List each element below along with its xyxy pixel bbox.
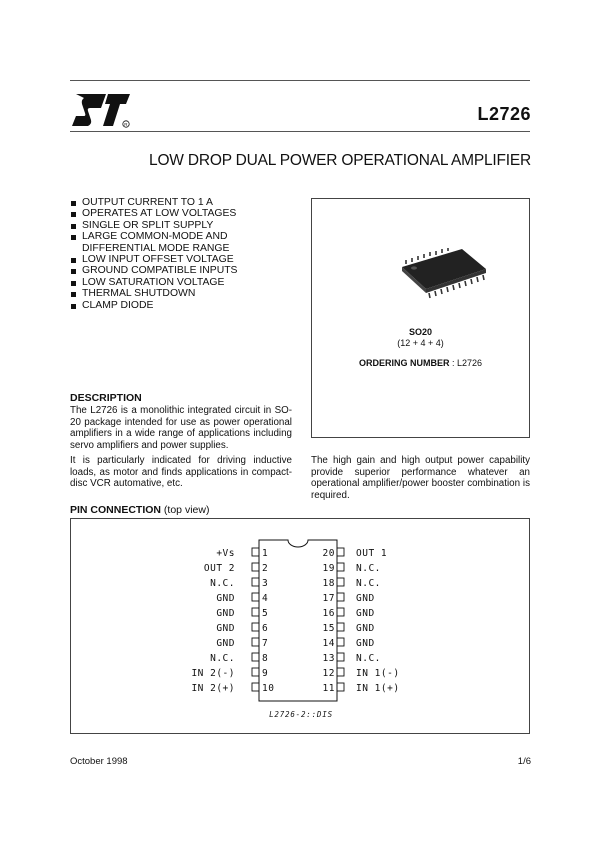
- pin-name-left: IN 2(+): [191, 683, 235, 694]
- diagram-caption: L2726-2::DIS: [269, 710, 333, 719]
- pin-name-left: GND: [216, 593, 235, 604]
- ordering-number: [312, 358, 529, 368]
- pin-name-left: GND: [216, 623, 235, 634]
- feature-item: GROUND COMPATIBLE INPUTS: [70, 265, 310, 276]
- pin-number-left: 2: [262, 563, 269, 574]
- svg-text:R: R: [124, 121, 128, 127]
- description-paragraph: The high gain and high output power capability provide superior performance whatever an operational amplifier/power booster combination is required.: [311, 455, 530, 501]
- pin-number-left: 8: [262, 653, 269, 664]
- package-box: [311, 198, 530, 438]
- pin-number-right: 16: [322, 608, 335, 619]
- pin-name-right: N.C.: [356, 563, 381, 574]
- pin-name-right: GND: [356, 623, 375, 634]
- pin-name-left: GND: [216, 608, 235, 619]
- pin-name-right: GND: [356, 608, 375, 619]
- st-logo-icon: [70, 92, 132, 130]
- page-number: 1/6: [517, 756, 531, 767]
- feature-item: SINGLE OR SPLIT SUPPLY: [70, 220, 310, 231]
- part-number: L2726: [477, 104, 531, 124]
- pin-number-left: 6: [262, 623, 269, 634]
- description-paragraph: The L2726 is a monolithic integrated circuit in SO-20 package intended for use as power operational amplifiers in a wide range of applications including servo amplifiers and power supplies.: [70, 405, 292, 451]
- pin-number-right: 14: [322, 638, 335, 649]
- ordering-value: : L2726: [449, 358, 483, 368]
- pin-number-right: 18: [322, 578, 335, 589]
- package-name: SO20: [408, 327, 432, 337]
- footer-date: October 1998: [70, 756, 128, 767]
- pin-connection-heading: [70, 504, 209, 516]
- feature-item: LOW INPUT OFFSET VOLTAGE: [70, 254, 310, 265]
- top-rule: [70, 80, 530, 81]
- pin-number-left: 4: [262, 593, 269, 604]
- pin-name-left: OUT 2: [203, 563, 235, 574]
- pin-heading-title: PIN CONNECTION: [70, 504, 162, 516]
- pin-name-left: +Vs: [216, 548, 235, 559]
- pin-diagram: [70, 518, 530, 734]
- pin-number-right: 12: [322, 668, 335, 679]
- pin-number-right: 17: [322, 593, 335, 604]
- description-paragraph: It is particularly indicated for driving inductive loads, as motor and finds applications in compact-disc VCR automative, etc.: [70, 455, 292, 489]
- pin-name-left: GND: [216, 638, 235, 649]
- title-rule: [70, 131, 530, 132]
- pin-number-left: 10: [262, 683, 275, 694]
- pin-name-right: OUT 1: [356, 548, 388, 559]
- description-heading: DESCRIPTION: [70, 392, 142, 404]
- package-config: (12 + 4 + 4): [397, 338, 444, 348]
- pin-name-left: N.C.: [210, 578, 235, 589]
- pin-number-left: 1: [262, 548, 269, 559]
- pin-name-right: GND: [356, 638, 375, 649]
- pin-number-left: 3: [262, 578, 269, 589]
- pin-name-right: IN 1(-): [356, 668, 400, 679]
- so20-package-icon: [400, 247, 490, 302]
- pin-name-left: N.C.: [210, 653, 235, 664]
- pin-number-right: 13: [322, 653, 335, 664]
- pin-number-right: 20: [322, 548, 335, 559]
- pin-heading-sub: (top view): [161, 504, 210, 516]
- ordering-label: ORDERING NUMBER: [358, 358, 450, 368]
- pin-name-right: GND: [356, 593, 375, 604]
- feature-item: THERMAL SHUTDOWN: [70, 288, 310, 299]
- feature-item: CLAMP DIODE: [70, 300, 310, 311]
- pin-name-right: IN 1(+): [356, 683, 400, 694]
- pin-number-left: 5: [262, 608, 269, 619]
- pin-name-left: IN 2(-): [191, 668, 235, 679]
- pin-name-right: N.C.: [356, 653, 381, 664]
- feature-item: LOW SATURATION VOLTAGE: [70, 277, 310, 288]
- pin-name-right: N.C.: [356, 578, 381, 589]
- pin-number-right: 11: [322, 683, 335, 694]
- feature-item: OUTPUT CURRENT TO 1 A: [70, 197, 310, 208]
- feature-item: OPERATES AT LOW VOLTAGES: [70, 208, 310, 219]
- feature-item: LARGE COMMON-MODE AND DIFFERENTIAL MODE RANGE: [70, 231, 267, 254]
- pin-number-left: 7: [262, 638, 269, 649]
- pin-number-right: 15: [322, 623, 335, 634]
- pin-number-right: 19: [322, 563, 335, 574]
- page-title: LOW DROP DUAL POWER OPERATIONAL AMPLIFIER: [149, 152, 531, 169]
- pin-number-left: 9: [262, 668, 269, 679]
- feature-list: [70, 197, 310, 311]
